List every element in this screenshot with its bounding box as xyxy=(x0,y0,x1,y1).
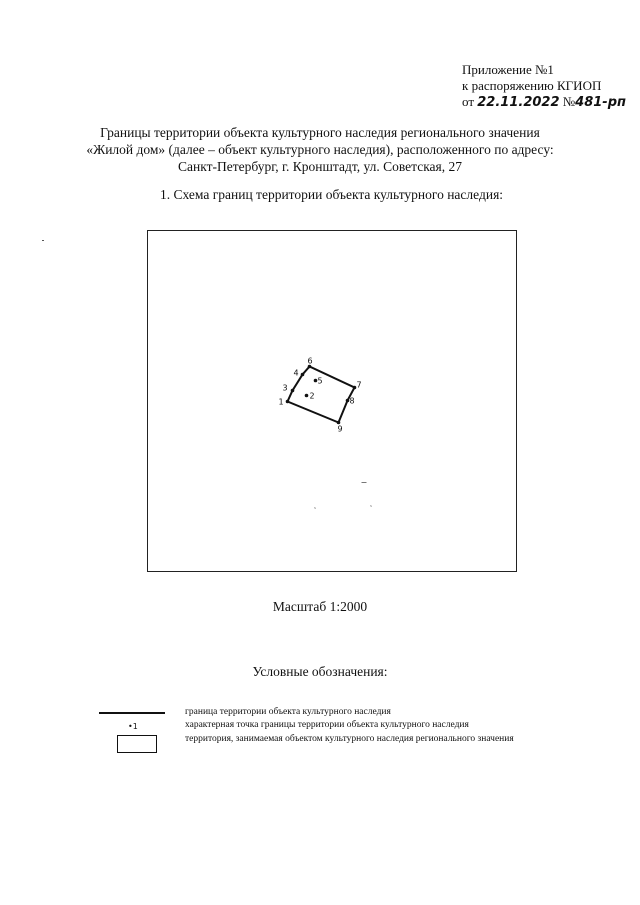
boundary-map xyxy=(147,230,517,572)
legend-boundary-label: граница территории объекта культурного наследия xyxy=(185,707,391,717)
appendix-number: Приложение №1 xyxy=(462,62,554,77)
title-line-1: Границы территории объекта культурного наследия регионального значения xyxy=(100,125,540,140)
appendix-header xyxy=(462,62,626,111)
legend-boundary-symbol xyxy=(99,712,165,714)
scan-speck xyxy=(42,240,44,241)
boundary-point-label-6: 6 xyxy=(307,356,313,366)
handwritten-date: 22.11.2022 xyxy=(477,95,560,110)
boundary-point-label-8: 8 xyxy=(349,396,355,406)
boundary-point-2 xyxy=(305,394,309,398)
map-speck xyxy=(371,506,372,507)
boundary-point-label-4: 4 xyxy=(293,368,299,378)
boundary-point-label-7: 7 xyxy=(356,380,362,390)
number-prefix: № xyxy=(562,94,576,109)
boundary-point-label-5: 5 xyxy=(317,376,323,386)
boundary-point-label-2: 2 xyxy=(309,391,315,401)
boundary-point-label-1: 1 xyxy=(278,397,284,407)
legend-point-label: характерная точка границы территории объекта культурного наследия xyxy=(185,720,469,730)
legend-point-symbol: •1 xyxy=(128,722,138,731)
date-prefix: от xyxy=(462,94,475,109)
boundary-point-1 xyxy=(286,400,290,404)
document-title xyxy=(0,124,640,175)
handwritten-number: 481-рп xyxy=(575,95,626,110)
boundary-point-label-9: 9 xyxy=(337,424,343,434)
map-speck xyxy=(315,508,316,509)
appendix-order: к распоряжению КГИОП xyxy=(462,78,602,93)
legend-area-symbol xyxy=(117,735,157,753)
boundary-point-label-3: 3 xyxy=(282,383,288,393)
boundary-point-4 xyxy=(301,373,305,377)
boundary-point-3 xyxy=(291,389,295,393)
legend-area-label: территория, занимаемая объектом культурного наследия регионального значения xyxy=(185,734,514,744)
map-canvas xyxy=(148,231,515,570)
title-line-3: Санкт-Петербург, г. Кронштадт, ул. Советская, 27 xyxy=(178,159,462,174)
section-heading: 1. Схема границ территории объекта культурного наследия: xyxy=(160,187,504,202)
map-scale: Масштаб 1:2000 xyxy=(272,599,368,614)
title-line-2: «Жилой дом» (далее – объект культурного наследия), расположенного по адресу: xyxy=(86,142,554,157)
legend-title: Условные обозначения: xyxy=(252,664,388,679)
appendix-date-line xyxy=(462,94,626,111)
